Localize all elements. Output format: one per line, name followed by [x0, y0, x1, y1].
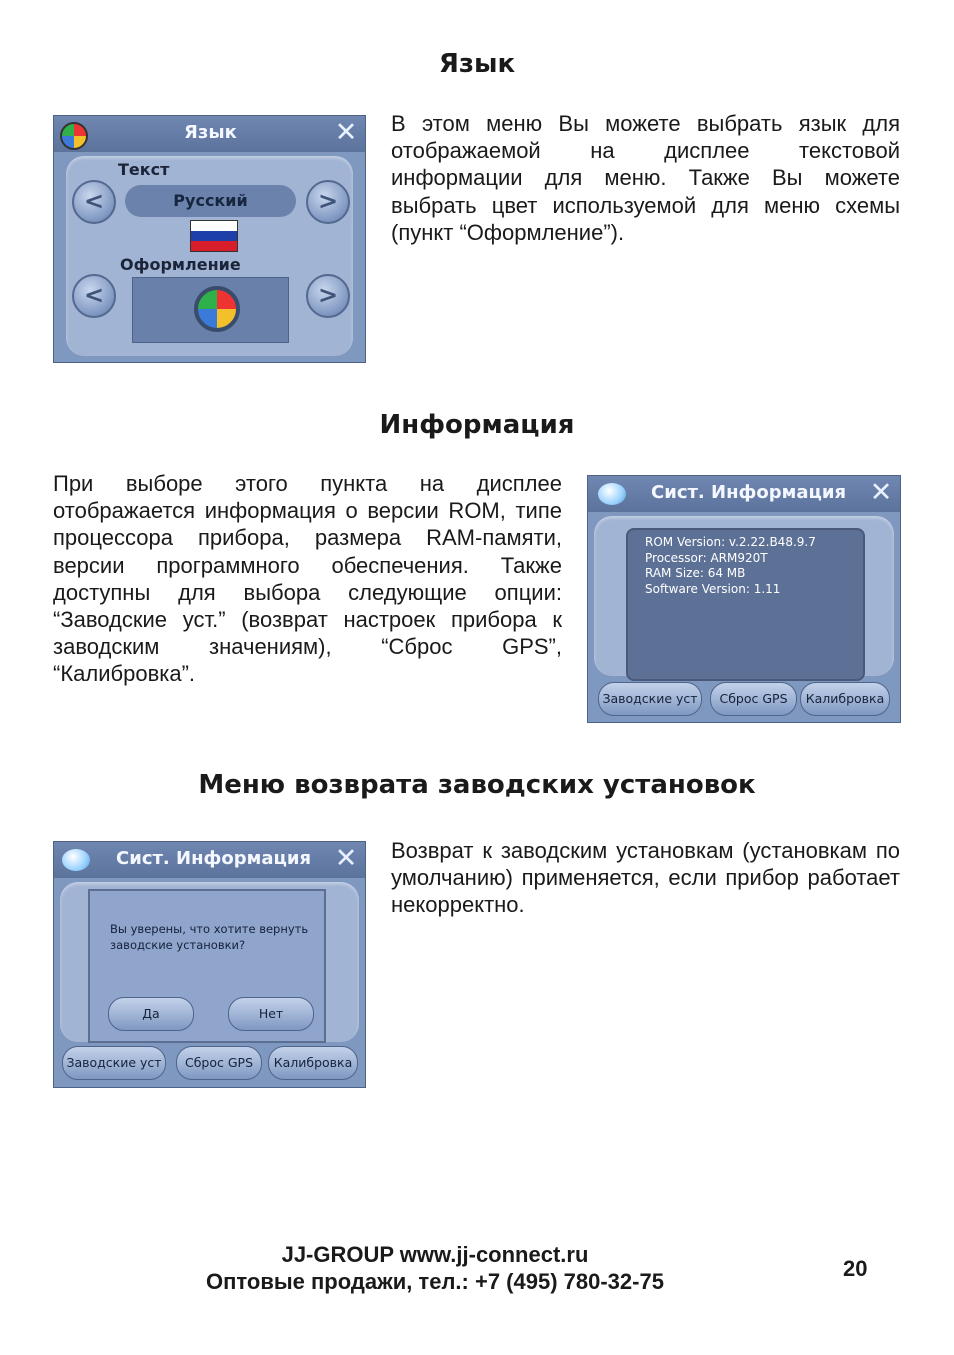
system-info-screen — [587, 475, 901, 723]
language-title-bar — [54, 116, 365, 152]
calibration-button[interactable]: Калибровка — [800, 682, 890, 716]
ram-size-line: RAM Size: 64 MB — [645, 566, 746, 580]
system-info-title: Сист. Информация — [651, 482, 847, 503]
section-heading-language: Язык — [438, 49, 516, 79]
next-language-button[interactable]: > — [306, 180, 350, 224]
prev-design-button[interactable]: < — [72, 274, 116, 318]
factory-settings-button[interactable]: Заводские уст — [598, 682, 702, 716]
design-label: Оформление — [120, 255, 241, 274]
factory-reset-screen — [53, 841, 366, 1088]
close-icon[interactable]: ✕ — [869, 477, 893, 508]
app-logo-icon — [60, 122, 88, 150]
information-paragraph: При выборе этого пункта на дисплее отображается информация о версии ROM, типе процессора прибора, размера RAM-памяти, версии программного обеспечения. Также доступны для выбора следующие опции: “Заводские уст.” (возврат настроек прибора к заводским значениям), “Сброс GPS”, “Калибровка”. — [53, 471, 562, 687]
next-design-button[interactable]: > — [306, 274, 350, 318]
gps-reset-button[interactable]: Сброс GPS — [710, 682, 797, 716]
russian-flag-icon — [190, 220, 238, 252]
chat-bubble-icon — [598, 483, 626, 505]
color-scheme-icon[interactable] — [194, 286, 240, 332]
factory-reset-title: Сист. Информация — [116, 848, 312, 869]
no-button[interactable]: Нет — [228, 997, 314, 1031]
section-heading-factory-reset: Меню возврата заводских установок — [198, 770, 756, 800]
close-icon[interactable]: ✕ — [334, 843, 358, 874]
language-screen-title: Язык — [184, 122, 237, 143]
processor-line: Processor: ARM920T — [645, 550, 768, 565]
prev-language-button[interactable]: < — [72, 180, 116, 224]
footer-phone: Оптовые продажи, тел.: +7 (495) 780-32-75 — [206, 1269, 664, 1294]
section-heading-information: Информация — [379, 410, 575, 440]
factory-reset-paragraph: Возврат к заводским установкам (установкам по умолчанию) применяется, если прибор работает некорректно. — [391, 838, 900, 918]
system-info-box — [626, 528, 865, 681]
confirm-dialog — [88, 889, 326, 1043]
factory-settings-button[interactable]: Заводские уст — [62, 1046, 166, 1080]
yes-button[interactable]: Да — [108, 997, 194, 1031]
factory-reset-title-bar — [54, 842, 365, 878]
gps-reset-button[interactable]: Сброс GPS — [176, 1046, 262, 1080]
software-version-line: Software Version: 1.11 — [645, 581, 781, 596]
confirm-question: Вы уверены, что хотите вернуть заводские установки? — [110, 922, 309, 952]
footer-company: JJ-GROUP www.jj-connect.ru — [281, 1242, 589, 1267]
text-label: Текст — [118, 160, 170, 179]
page-number: 20 — [843, 1256, 868, 1281]
chat-bubble-icon — [62, 849, 90, 871]
system-info-title-bar — [588, 476, 900, 512]
language-paragraph: В этом меню Вы можете выбрать язык для отображаемой на дисплее текстовой информации для меню. Также Вы можете выбрать цвет используемой для меню схемы (пункт “Оформление”). — [391, 111, 900, 245]
language-screen — [53, 115, 366, 363]
language-value-field: Русский — [125, 185, 296, 217]
calibration-button[interactable]: Калибровка — [268, 1046, 358, 1080]
rom-version-line: ROM Version: v.2.22.B48.9.7 — [645, 535, 816, 549]
close-icon[interactable]: ✕ — [334, 117, 358, 148]
